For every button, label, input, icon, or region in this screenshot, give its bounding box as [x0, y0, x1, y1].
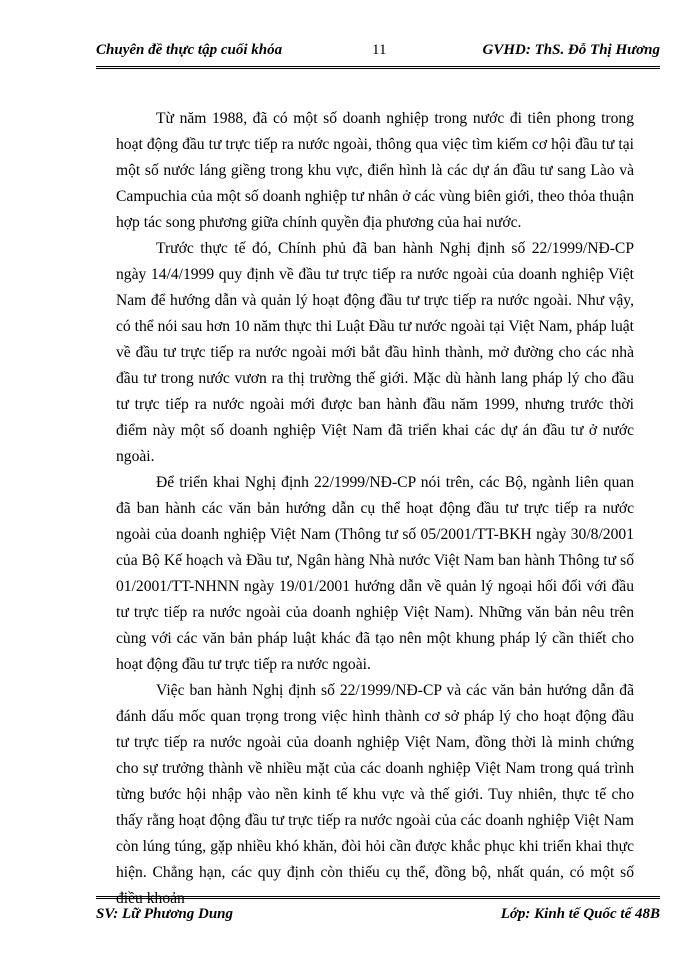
paragraph: Từ năm 1988, đã có một số doanh nghiệp trong nước đi tiên phong trong hoạt động đầu tư trực tiếp ra nước ngoài, thông qua việc tìm kiếm cơ hội đầu tư tại một số nước láng giềng trong khu vực, điển hình là các dự án đầu tư sang Lào và Campuchia của một số doanh nghiệp tư nhân ở các vùng biên giới, theo thỏa thuận hợp tác song phương giữa chính quyền địa phương của hai nước.	[116, 110, 634, 231]
paragraph: Để triển khai Nghị định 22/1999/NĐ-CP nói trên, các Bộ, ngành liên quan đã ban hành các văn bản hướng dẫn cụ thể hoạt động đầu tư trực tiếp ra nước ngoài của doanh nghiệp Việt Nam (Thông tư số 05/2001/TT-BKH ngày 30/8/2001 của Bộ Kế hoạch và Đầu tư, Ngân hàng Nhà nước Việt Nam ban hành Thông tư số 01/2001/TT-NHNN ngày 19/01/2001 hướng dẫn về quản lý ngoại hối đối với đầu tư trực tiếp ra nước ngoài của doanh nghiệp Việt Nam). Những văn bản nêu trên cùng với các văn bản pháp luật khác đã tạo nên một khung pháp lý cần thiết cho hoạt động đầu tư trực tiếp ra nước ngoài.	[116, 474, 634, 673]
header-supervisor: GVHD: ThS. Đỗ Thị Hương	[482, 42, 660, 58]
footer-class-name: Lớp: Kinh tế Quốc tế 48B	[500, 906, 660, 922]
header-document-title: Chuyên đề thực tập cuối khóa	[96, 42, 283, 58]
page-number: 11	[372, 42, 387, 58]
page-header	[96, 40, 660, 69]
page-footer	[96, 896, 660, 927]
document-body	[116, 106, 634, 912]
paragraph: Trước thực tế đó, Chính phủ đã ban hành Nghị định số 22/1999/NĐ-CP ngày 14/4/1999 quy định về đầu tư trực tiếp ra nước ngoài của doanh nghiệp Việt Nam để hướng dẫn và quản lý hoạt động đầu tư trực tiếp ra nước ngoài. Như vậy, có thể nói sau hơn 10 năm thực thi Luật Đầu tư nước ngoài tại Việt Nam, pháp luật về đầu tư trực tiếp ra nước ngoài mới bắt đầu hình thành, mở đường cho các nhà đầu tư trong nước vươn ra thị trường thế giới. Mặc dù hành lang pháp lý cho đầu tư trực tiếp ra nước ngoài mới được ban hành đầu năm 1999, nhưng trước thời điểm này một số doanh nghiệp Việt Nam đã triển khai các dự án đầu tư ở nước ngoài.	[116, 240, 634, 465]
paragraph: Việc ban hành Nghị định số 22/1999/NĐ-CP và các văn bản hướng dẫn đã đánh dấu mốc quan trọng trong việc hình thành cơ sở pháp lý cho hoạt động đầu tư trực tiếp ra nước ngoài của doanh nghiệp Việt Nam, đồng thời là minh chứng cho sự trưởng thành về nhiều mặt của các doanh nghiệp Việt Nam trong quá trình từng bước hội nhập vào nền kinh tế khu vực và thế giới. Tuy nhiên, thực tế cho thấy rằng hoạt động đầu tư trực tiếp ra nước ngoài của các doanh nghiệp Việt Nam còn lúng túng, gặp nhiều khó khăn, đòi hỏi cần được khắc phục khi triển khai thực hiện. Chẳng hạn, các quy định còn thiếu cụ thể, đồng bộ, nhất quán, có một số điều khoản	[116, 682, 634, 907]
footer-student-name: SV: Lữ Phương Dung	[96, 906, 234, 922]
